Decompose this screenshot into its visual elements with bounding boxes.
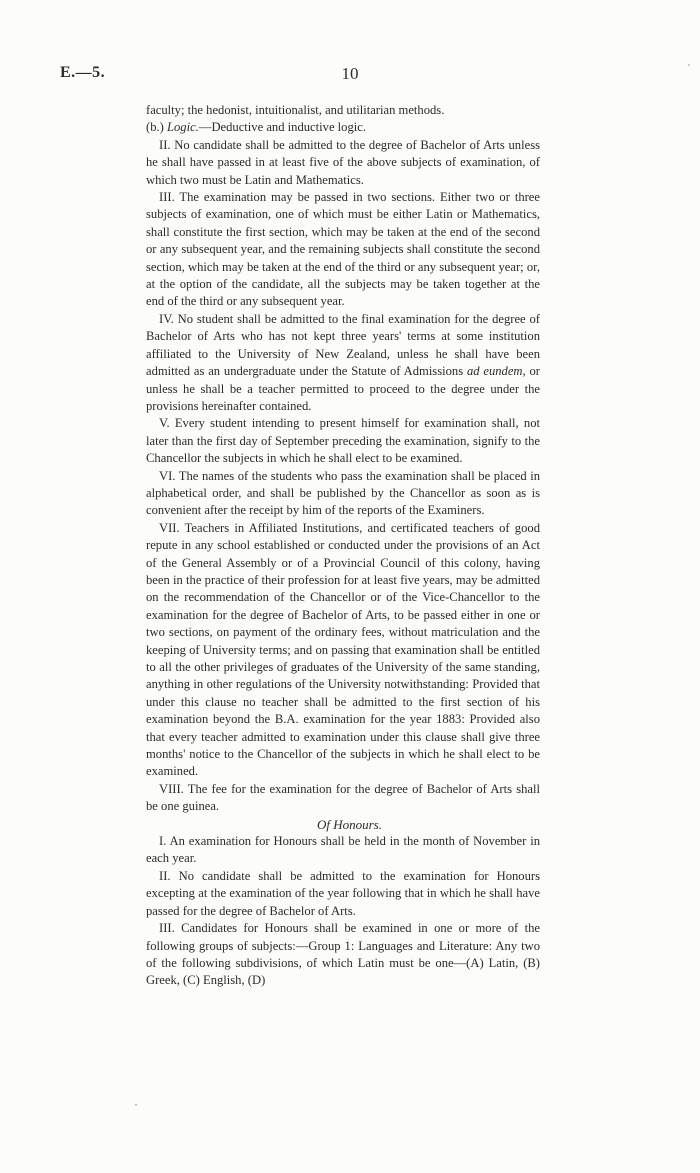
logic-label: (b.) xyxy=(146,120,164,135)
honours-heading: Of Honours. xyxy=(316,816,382,832)
paragraph-logic xyxy=(146,119,540,136)
stray-mark xyxy=(135,1104,137,1106)
edge-mark: ' xyxy=(688,62,690,74)
clause-viii-ba: VIII. The fee for the examination for the degree of Bachelor of Arts shall be one guinea. xyxy=(146,781,540,814)
paragraph-ethics-methods: faculty; the hedonist, intuitionalist, and utilitarian methods. xyxy=(146,103,445,117)
clause-vi-ba: VI. The names of the students who pass the examination shall be placed in alphabetical order, and shall be published by the Chancellor as soon as is convenient after the receipt by him of the reports of the Examiners. xyxy=(146,468,540,518)
clause-iv-ba xyxy=(146,311,540,415)
clause-iii-ba: III. The examination may be passed in two sections. Either two or three subjects of examination, one of which must be either Latin or Mathematics, shall constitute the first section, which may be taken at the end of the second or any subsequent year, and the remaining subjects shall constitute the second section, which may be taken at the end of the third or any subsequent year; or, at the option of the candidate, all the subjects may be taken together at the end of the third or any subsequent year. xyxy=(146,190,540,309)
text-column xyxy=(146,102,540,990)
clause-ii-honours: II. No candidate shall be admitted to the examination for Honours excepting at the examination of the year following that in which he shall have passed for the degree of Bachelor of Arts. xyxy=(146,868,540,918)
logic-title: Logic. xyxy=(167,120,199,135)
clause-v-ba: V. Every student intending to present himself for examination shall, not later than the first day of September preceding the examination, signify to the Chancellor the subjects in which he shall elect to be examined. xyxy=(146,416,540,466)
clause-iv-text-a: IV. No student shall be admitted to the final examination for the degree of Bachelor of Arts who has not kept three years' terms at some institution affiliated to the University of New Zealand, unless he shall have been admitted as an undergraduate under the Statute of Admissions xyxy=(146,311,540,379)
clause-iii-honours: III. Candidates for Honours shall be examined in one or more of the following groups of subjects:—Group 1: Languages and Literature: Any two of the following subdivisions, of which Latin must be one—(A) Latin, (B) Greek, (C) English, (D) xyxy=(146,921,540,988)
clause-i-honours: I. An examination for Honours shall be held in the month of November in each year. xyxy=(146,834,540,866)
page-reference: E.—5. xyxy=(60,64,106,81)
page-number: 10 xyxy=(341,64,359,83)
clause-vii-ba: VII. Teachers in Affiliated Institutions, and certificated teachers of good repute in any school established or conducted under the provisions of an Act of the General Assembly or of a Provincial Council of this colony, having been in the practice of their profession for at least five years, may be admitted on the recommendation of the Chancellor or of the Vice-Chancellor to the examination for the degree of Bachelor of Arts, to be passed either in one or two sections, on payment of the ordinary fees, without matriculation and the keeping of University terms; and on passing that examination shall be entitled to all the other privileges of graduates of the University of the same standing, anything in other regulations of the University notwithstanding: Provided that under this clause no teacher shall be admitted to the first section of his examination beyond the B.A. examination for the year 1883: Provided also that every teacher admitted to examination under this clause shall give three months' notice to the Chancellor of the subjects in which he shall elect to be examined. xyxy=(146,520,540,779)
clause-iv-text-b: or unless he shall be a teacher permitted to proceed to the degree under the provisions hereinafter contained. xyxy=(146,364,540,413)
logic-text: —Deductive and inductive logic. xyxy=(198,120,367,135)
clause-ii-ba: II. No candidate shall be admitted to the degree of Bachelor of Arts unless he shall have passed in at least five of the above subjects of examination, of which two must be Latin and Mathematics. xyxy=(146,137,540,187)
clause-iv-eundem: ad eundem, xyxy=(466,364,526,379)
